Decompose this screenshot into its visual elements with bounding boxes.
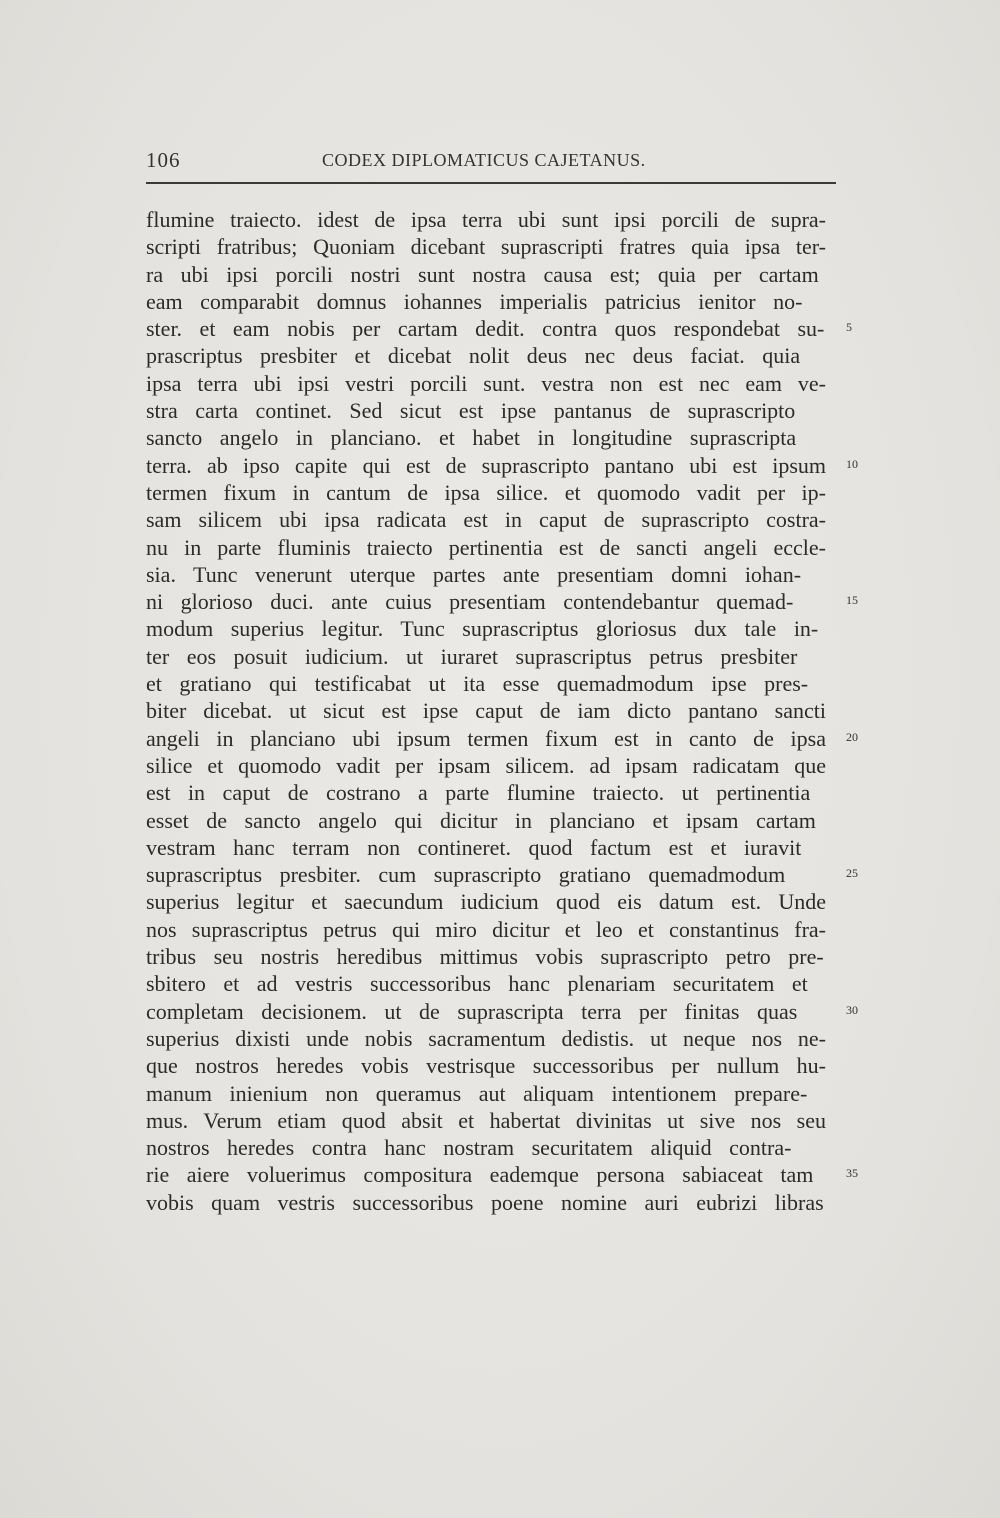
line-text: stra carta continet. Sed sicut est ipse pantanus de suprascripto bbox=[146, 398, 796, 424]
line-number: 5 bbox=[846, 320, 852, 335]
header-rule bbox=[146, 182, 836, 184]
line-text: modum superius legitur. Tunc suprascriptus gloriosus dux tale in- bbox=[146, 616, 819, 642]
text-line bbox=[146, 643, 826, 670]
page-header bbox=[146, 146, 836, 176]
text-line bbox=[146, 261, 826, 288]
text-line bbox=[146, 424, 826, 451]
text-line bbox=[146, 206, 826, 233]
text-line bbox=[146, 725, 858, 752]
line-number: 20 bbox=[846, 729, 858, 744]
line-number: 35 bbox=[846, 1166, 858, 1181]
line-text: ipsa terra ubi ipsi vestri porcili sunt. vestra non est nec eam ve- bbox=[146, 370, 826, 396]
text-line bbox=[146, 233, 826, 260]
text-line bbox=[146, 943, 826, 970]
text-line bbox=[146, 1134, 826, 1161]
text-line bbox=[146, 588, 858, 615]
line-text: nos suprascriptus petrus qui miro dicitur et leo et constantinus fra- bbox=[146, 916, 826, 942]
line-text: esset de sancto angelo qui dicitur in planciano et ipsam cartam bbox=[146, 807, 816, 833]
line-text: est in caput de costrano a parte flumine traiecto. ut pertinentia bbox=[146, 780, 811, 806]
line-number: 10 bbox=[846, 456, 858, 471]
text-line bbox=[146, 752, 826, 779]
line-number: 30 bbox=[846, 1002, 858, 1017]
line-text: sancto angelo in planciano. et habet in longitudine suprascripta bbox=[146, 425, 797, 451]
line-text: et gratiano qui testificabat ut ita esse quemadmodum ipse pres- bbox=[146, 671, 809, 697]
text-line bbox=[146, 397, 826, 424]
line-text: completam decisionem. ut de suprascripta terra per finitas quas bbox=[146, 998, 798, 1024]
line-text: biter dicebat. ut sicut est ipse caput de iam dicto pantano sancti bbox=[146, 698, 826, 724]
line-text: mus. Verum etiam quod absit et habertat divinitas ut sive nos seu bbox=[146, 1107, 826, 1133]
line-text: sia. Tunc venerunt uterque partes ante presentiam domni iohan- bbox=[146, 561, 802, 587]
line-text: nu in parte fluminis traiecto pertinentia est de sancti angeli eccle- bbox=[146, 534, 826, 560]
line-text: tribus seu nostris heredibus mittimus vobis suprascripto petro pre- bbox=[146, 944, 824, 970]
text-line bbox=[146, 452, 858, 479]
text-line bbox=[146, 1052, 826, 1079]
text-line bbox=[146, 807, 826, 834]
text-line bbox=[146, 970, 826, 997]
line-text: manum inienium non queramus aut aliquam intentionem prepare- bbox=[146, 1080, 808, 1106]
line-text: eam comparabit domnus iohannes imperialis patricius ienitor no- bbox=[146, 288, 803, 314]
text-line bbox=[146, 670, 826, 697]
line-text: termen fixum in cantum de ipsa silice. et quomodo vadit per ip- bbox=[146, 479, 826, 505]
line-text: terra. ab ipso capite qui est de suprascripto pantano ubi est ipsum bbox=[146, 452, 826, 478]
line-number: 15 bbox=[846, 593, 858, 608]
line-text: scripti fratribus; Quoniam dicebant suprascripti fratres quia ipsa ter- bbox=[146, 234, 826, 260]
line-text: prascriptus presbiter et dicebat nolit deus nec deus faciat. quia bbox=[146, 343, 801, 369]
text-line bbox=[146, 561, 826, 588]
line-text: nostros heredes contra hanc nostram securitatem aliquid contra- bbox=[146, 1135, 792, 1161]
line-text: ni glorioso duci. ante cuius presentiam contendebantur quemad- bbox=[146, 589, 794, 615]
text-line bbox=[146, 615, 826, 642]
line-text: superius dixisti unde nobis sacramentum dedistis. ut neque nos ne- bbox=[146, 1025, 826, 1051]
text-line bbox=[146, 315, 852, 342]
text-line bbox=[146, 1080, 826, 1107]
line-text: ra ubi ipsi porcili nostri sunt nostra causa est; quia per cartam bbox=[146, 261, 819, 287]
line-number: 25 bbox=[846, 866, 858, 881]
line-text: vestram hanc terram non contineret. quod factum est et iuravit bbox=[146, 834, 802, 860]
text-line bbox=[146, 342, 826, 369]
text-line bbox=[146, 888, 826, 915]
line-text: ter eos posuit iudicium. ut iuraret suprascriptus petrus presbiter bbox=[146, 643, 798, 669]
line-text: vobis quam vestris successoribus poene nomine auri eubrizi libras bbox=[146, 1189, 824, 1215]
text-line bbox=[146, 506, 826, 533]
text-line bbox=[146, 370, 826, 397]
line-text: ster. et eam nobis per cartam dedit. contra quos respondebat su- bbox=[146, 316, 825, 342]
line-text: rie aiere voluerimus compositura eademque persona sabiaceat tam bbox=[146, 1162, 814, 1188]
line-text: suprascriptus presbiter. cum suprascripto gratiano quemadmodum bbox=[146, 862, 786, 888]
text-line bbox=[146, 1189, 826, 1216]
body-text bbox=[146, 206, 858, 1216]
text-line bbox=[146, 534, 826, 561]
text-line bbox=[146, 916, 826, 943]
line-text: que nostros heredes vobis vestrisque successoribus per nullum hu- bbox=[146, 1053, 826, 1079]
line-text: silice et quomodo vadit per ipsam silicem. ad ipsam radicatam que bbox=[146, 752, 826, 778]
page-number: 106 bbox=[146, 148, 181, 172]
line-text: flumine traiecto. idest de ipsa terra ubi sunt ipsi porcili de supra- bbox=[146, 207, 826, 232]
line-text: sam silicem ubi ipsa radicata est in caput de suprascripto costra- bbox=[146, 507, 826, 533]
text-line bbox=[146, 1161, 858, 1188]
text-line bbox=[146, 1025, 826, 1052]
line-text: angeli in planciano ubi ipsum termen fixum est in canto de ipsa bbox=[146, 725, 826, 751]
text-line bbox=[146, 998, 858, 1025]
line-text: sbitero et ad vestris successoribus hanc plenariam securitatem et bbox=[146, 971, 808, 997]
text-line bbox=[146, 861, 858, 888]
text-line bbox=[146, 834, 826, 861]
line-text: superius legitur et saecundum iudicium quod eis datum est. Unde bbox=[146, 889, 826, 915]
text-line bbox=[146, 288, 826, 315]
running-title: CODEX DIPLOMATICUS CAJETANUS. bbox=[322, 150, 646, 170]
text-line bbox=[146, 697, 826, 724]
text-line bbox=[146, 479, 826, 506]
text-line bbox=[146, 779, 826, 806]
text-line bbox=[146, 1107, 826, 1134]
